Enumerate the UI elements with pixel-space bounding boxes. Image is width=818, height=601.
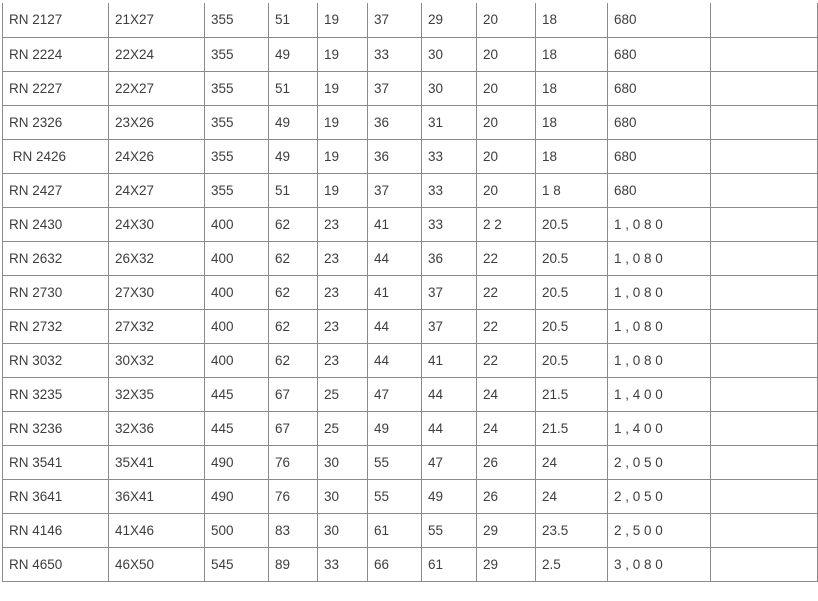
table-cell: 355 xyxy=(205,71,269,105)
table-row xyxy=(3,479,818,513)
table-cell: 36 xyxy=(368,105,422,139)
table-cell: 44 xyxy=(368,309,422,343)
table-cell: 680 xyxy=(608,139,711,173)
table-cell: 19 xyxy=(318,71,368,105)
table-cell: 29 xyxy=(477,547,536,581)
table-cell: 23 xyxy=(318,309,368,343)
table-cell: RN 4650 xyxy=(3,547,109,581)
table-cell: 680 xyxy=(608,37,711,71)
table-cell: RN 2224 xyxy=(3,37,109,71)
table-cell: 1 , 0 8 0 xyxy=(608,241,711,275)
table-cell: 35X41 xyxy=(109,445,205,479)
table-cell: 21X27 xyxy=(109,3,205,37)
table-cell xyxy=(711,37,818,71)
table-cell: RN 2227 xyxy=(3,71,109,105)
table-cell: 76 xyxy=(269,479,318,513)
table-row xyxy=(3,309,818,343)
table-cell: 24 xyxy=(477,377,536,411)
table-cell xyxy=(711,547,818,581)
table-cell: 67 xyxy=(269,411,318,445)
table-cell: 62 xyxy=(269,343,318,377)
table-cell: 44 xyxy=(422,411,477,445)
table-cell: 47 xyxy=(368,377,422,411)
table-row xyxy=(3,105,818,139)
table-cell: 44 xyxy=(368,343,422,377)
table-cell: 44 xyxy=(368,241,422,275)
table-cell xyxy=(711,275,818,309)
table-cell: 20.5 xyxy=(536,343,608,377)
table-cell: 490 xyxy=(205,445,269,479)
table-cell: 30 xyxy=(318,479,368,513)
table-cell xyxy=(711,479,818,513)
table-cell: 23 xyxy=(318,207,368,241)
table-cell: 49 xyxy=(368,411,422,445)
table-row xyxy=(3,241,818,275)
table-cell: 445 xyxy=(205,411,269,445)
table-row xyxy=(3,513,818,547)
table-cell: 19 xyxy=(318,173,368,207)
table-cell: 89 xyxy=(269,547,318,581)
table-cell: 26 xyxy=(477,445,536,479)
spec-table-body xyxy=(3,3,818,581)
table-cell: 76 xyxy=(269,445,318,479)
table-cell: 62 xyxy=(269,241,318,275)
table-cell: 37 xyxy=(422,309,477,343)
table-cell: 61 xyxy=(368,513,422,547)
table-cell: 41X46 xyxy=(109,513,205,547)
table-row xyxy=(3,343,818,377)
table-cell: 20.5 xyxy=(536,207,608,241)
table-row xyxy=(3,275,818,309)
table-cell: 30X32 xyxy=(109,343,205,377)
table-cell: 545 xyxy=(205,547,269,581)
table-cell: 355 xyxy=(205,139,269,173)
table-cell: 49 xyxy=(269,105,318,139)
table-cell: 24X26 xyxy=(109,139,205,173)
table-cell: 47 xyxy=(422,445,477,479)
table-cell: RN 3235 xyxy=(3,377,109,411)
table-cell: RN 3236 xyxy=(3,411,109,445)
table-cell: 400 xyxy=(205,275,269,309)
table-cell: 49 xyxy=(422,479,477,513)
table-cell xyxy=(711,343,818,377)
table-cell: 19 xyxy=(318,37,368,71)
table-cell: 680 xyxy=(608,71,711,105)
table-cell: RN 3641 xyxy=(3,479,109,513)
table-cell: 680 xyxy=(608,3,711,37)
table-cell: 680 xyxy=(608,105,711,139)
table-cell: 445 xyxy=(205,377,269,411)
table-cell: 62 xyxy=(269,275,318,309)
table-cell: 18 xyxy=(536,3,608,37)
table-cell: 31 xyxy=(422,105,477,139)
table-cell: 51 xyxy=(269,173,318,207)
table-cell xyxy=(711,3,818,37)
table-cell: 66 xyxy=(368,547,422,581)
table-cell: 23 xyxy=(318,275,368,309)
table-cell: 37 xyxy=(368,3,422,37)
table-cell: 20 xyxy=(477,173,536,207)
table-cell: 33 xyxy=(422,173,477,207)
table-cell: RN 2427 xyxy=(3,173,109,207)
table-row xyxy=(3,445,818,479)
table-cell: 1 8 xyxy=(536,173,608,207)
table-row xyxy=(3,3,818,37)
table-cell: 22 xyxy=(477,343,536,377)
table-cell: 44 xyxy=(422,377,477,411)
table-cell xyxy=(711,105,818,139)
table-cell: 20 xyxy=(477,105,536,139)
table-cell: 29 xyxy=(422,3,477,37)
table-cell: 24 xyxy=(477,411,536,445)
table-cell: 21.5 xyxy=(536,377,608,411)
table-cell: 41 xyxy=(368,275,422,309)
table-cell: 1 , 0 8 0 xyxy=(608,309,711,343)
table-cell: RN 2730 xyxy=(3,275,109,309)
spec-table xyxy=(2,3,818,582)
table-cell: 23 xyxy=(318,343,368,377)
table-cell xyxy=(711,207,818,241)
table-cell xyxy=(711,309,818,343)
table-row xyxy=(3,71,818,105)
table-cell: 19 xyxy=(318,105,368,139)
table-cell: 33 xyxy=(422,139,477,173)
table-cell: 355 xyxy=(205,37,269,71)
table-cell xyxy=(711,241,818,275)
table-cell: 33 xyxy=(368,37,422,71)
table-cell: 36 xyxy=(422,241,477,275)
table-cell: 32X36 xyxy=(109,411,205,445)
table-cell: 20.5 xyxy=(536,275,608,309)
table-cell: 18 xyxy=(536,71,608,105)
table-cell: 18 xyxy=(536,139,608,173)
table-cell: 355 xyxy=(205,3,269,37)
table-cell: 400 xyxy=(205,309,269,343)
table-cell: 18 xyxy=(536,37,608,71)
table-cell: 2.5 xyxy=(536,547,608,581)
table-row xyxy=(3,173,818,207)
table-cell: 55 xyxy=(422,513,477,547)
table-cell: 26 xyxy=(477,479,536,513)
table-cell: RN 2632 xyxy=(3,241,109,275)
table-cell: 37 xyxy=(368,173,422,207)
table-cell: 355 xyxy=(205,105,269,139)
table-cell: 41 xyxy=(368,207,422,241)
table-cell xyxy=(711,71,818,105)
table-cell: 30 xyxy=(422,37,477,71)
table-cell: 22 xyxy=(477,241,536,275)
table-cell: 23 xyxy=(318,241,368,275)
table-cell: 23X26 xyxy=(109,105,205,139)
table-cell: 26X32 xyxy=(109,241,205,275)
table-cell: 18 xyxy=(536,105,608,139)
table-cell: RN 2430 xyxy=(3,207,109,241)
table-cell: 36 xyxy=(368,139,422,173)
table-cell: 49 xyxy=(269,139,318,173)
table-cell: 500 xyxy=(205,513,269,547)
table-cell: 62 xyxy=(269,207,318,241)
table-cell: 1 , 0 8 0 xyxy=(608,207,711,241)
table-cell: RN 2732 xyxy=(3,309,109,343)
table-cell xyxy=(711,173,818,207)
table-cell: 3 , 0 8 0 xyxy=(608,547,711,581)
table-cell: 61 xyxy=(422,547,477,581)
table-cell: 1 , 0 8 0 xyxy=(608,343,711,377)
table-cell: 22 xyxy=(477,309,536,343)
table-row xyxy=(3,377,818,411)
table-cell: 2 , 5 0 0 xyxy=(608,513,711,547)
table-cell: 21.5 xyxy=(536,411,608,445)
table-cell: RN 4146 xyxy=(3,513,109,547)
table-row xyxy=(3,547,818,581)
table-cell: 400 xyxy=(205,207,269,241)
table-cell: RN 3032 xyxy=(3,343,109,377)
table-cell: 62 xyxy=(269,309,318,343)
table-row xyxy=(3,207,818,241)
table-cell: 20.5 xyxy=(536,309,608,343)
table-cell: 1 , 4 0 0 xyxy=(608,411,711,445)
table-cell: 20 xyxy=(477,71,536,105)
table-cell: 37 xyxy=(422,275,477,309)
table-cell: 37 xyxy=(368,71,422,105)
table-cell: 55 xyxy=(368,479,422,513)
table-cell: 20 xyxy=(477,37,536,71)
table-cell: 27X30 xyxy=(109,275,205,309)
table-cell: RN 2426 xyxy=(3,139,109,173)
table-cell: 23.5 xyxy=(536,513,608,547)
table-cell xyxy=(711,377,818,411)
table-cell: 1 , 4 0 0 xyxy=(608,377,711,411)
table-cell xyxy=(711,513,818,547)
table-cell: 20.5 xyxy=(536,241,608,275)
table-cell: 51 xyxy=(269,3,318,37)
table-cell: 83 xyxy=(269,513,318,547)
table-cell: 20 xyxy=(477,139,536,173)
table-cell: 24X27 xyxy=(109,173,205,207)
table-cell: 2 , 0 5 0 xyxy=(608,479,711,513)
table-cell: 25 xyxy=(318,377,368,411)
table-cell: 490 xyxy=(205,479,269,513)
table-cell: 30 xyxy=(318,513,368,547)
table-cell: 32X35 xyxy=(109,377,205,411)
table-cell: 33 xyxy=(422,207,477,241)
table-cell: 24X30 xyxy=(109,207,205,241)
table-cell xyxy=(711,139,818,173)
table-cell: RN 3541 xyxy=(3,445,109,479)
table-row xyxy=(3,139,818,173)
table-cell: 19 xyxy=(318,139,368,173)
table-cell: 355 xyxy=(205,173,269,207)
table-row xyxy=(3,37,818,71)
table-cell: 67 xyxy=(269,377,318,411)
table-cell: 1 , 0 8 0 xyxy=(608,275,711,309)
table-cell: 24 xyxy=(536,445,608,479)
table-row xyxy=(3,411,818,445)
table-cell: 20 xyxy=(477,3,536,37)
table-cell: 400 xyxy=(205,241,269,275)
table-cell: RN 2127 xyxy=(3,3,109,37)
table-cell: 55 xyxy=(368,445,422,479)
table-cell: 24 xyxy=(536,479,608,513)
table-cell: 36X41 xyxy=(109,479,205,513)
table-cell: 49 xyxy=(269,37,318,71)
table-cell: 33 xyxy=(318,547,368,581)
table-cell: 27X32 xyxy=(109,309,205,343)
table-cell: 41 xyxy=(422,343,477,377)
table-cell: 25 xyxy=(318,411,368,445)
table-cell: 22X27 xyxy=(109,71,205,105)
table-cell xyxy=(711,445,818,479)
table-cell xyxy=(711,411,818,445)
table-cell: 22X24 xyxy=(109,37,205,71)
table-cell: 400 xyxy=(205,343,269,377)
table-cell: RN 2326 xyxy=(3,105,109,139)
table-cell: 29 xyxy=(477,513,536,547)
table-cell: 30 xyxy=(422,71,477,105)
table-cell: 2 , 0 5 0 xyxy=(608,445,711,479)
table-cell: 22 xyxy=(477,275,536,309)
table-cell: 30 xyxy=(318,445,368,479)
table-cell: 2 2 xyxy=(477,207,536,241)
table-cell: 46X50 xyxy=(109,547,205,581)
table-cell: 680 xyxy=(608,173,711,207)
table-cell: 51 xyxy=(269,71,318,105)
table-cell: 19 xyxy=(318,3,368,37)
